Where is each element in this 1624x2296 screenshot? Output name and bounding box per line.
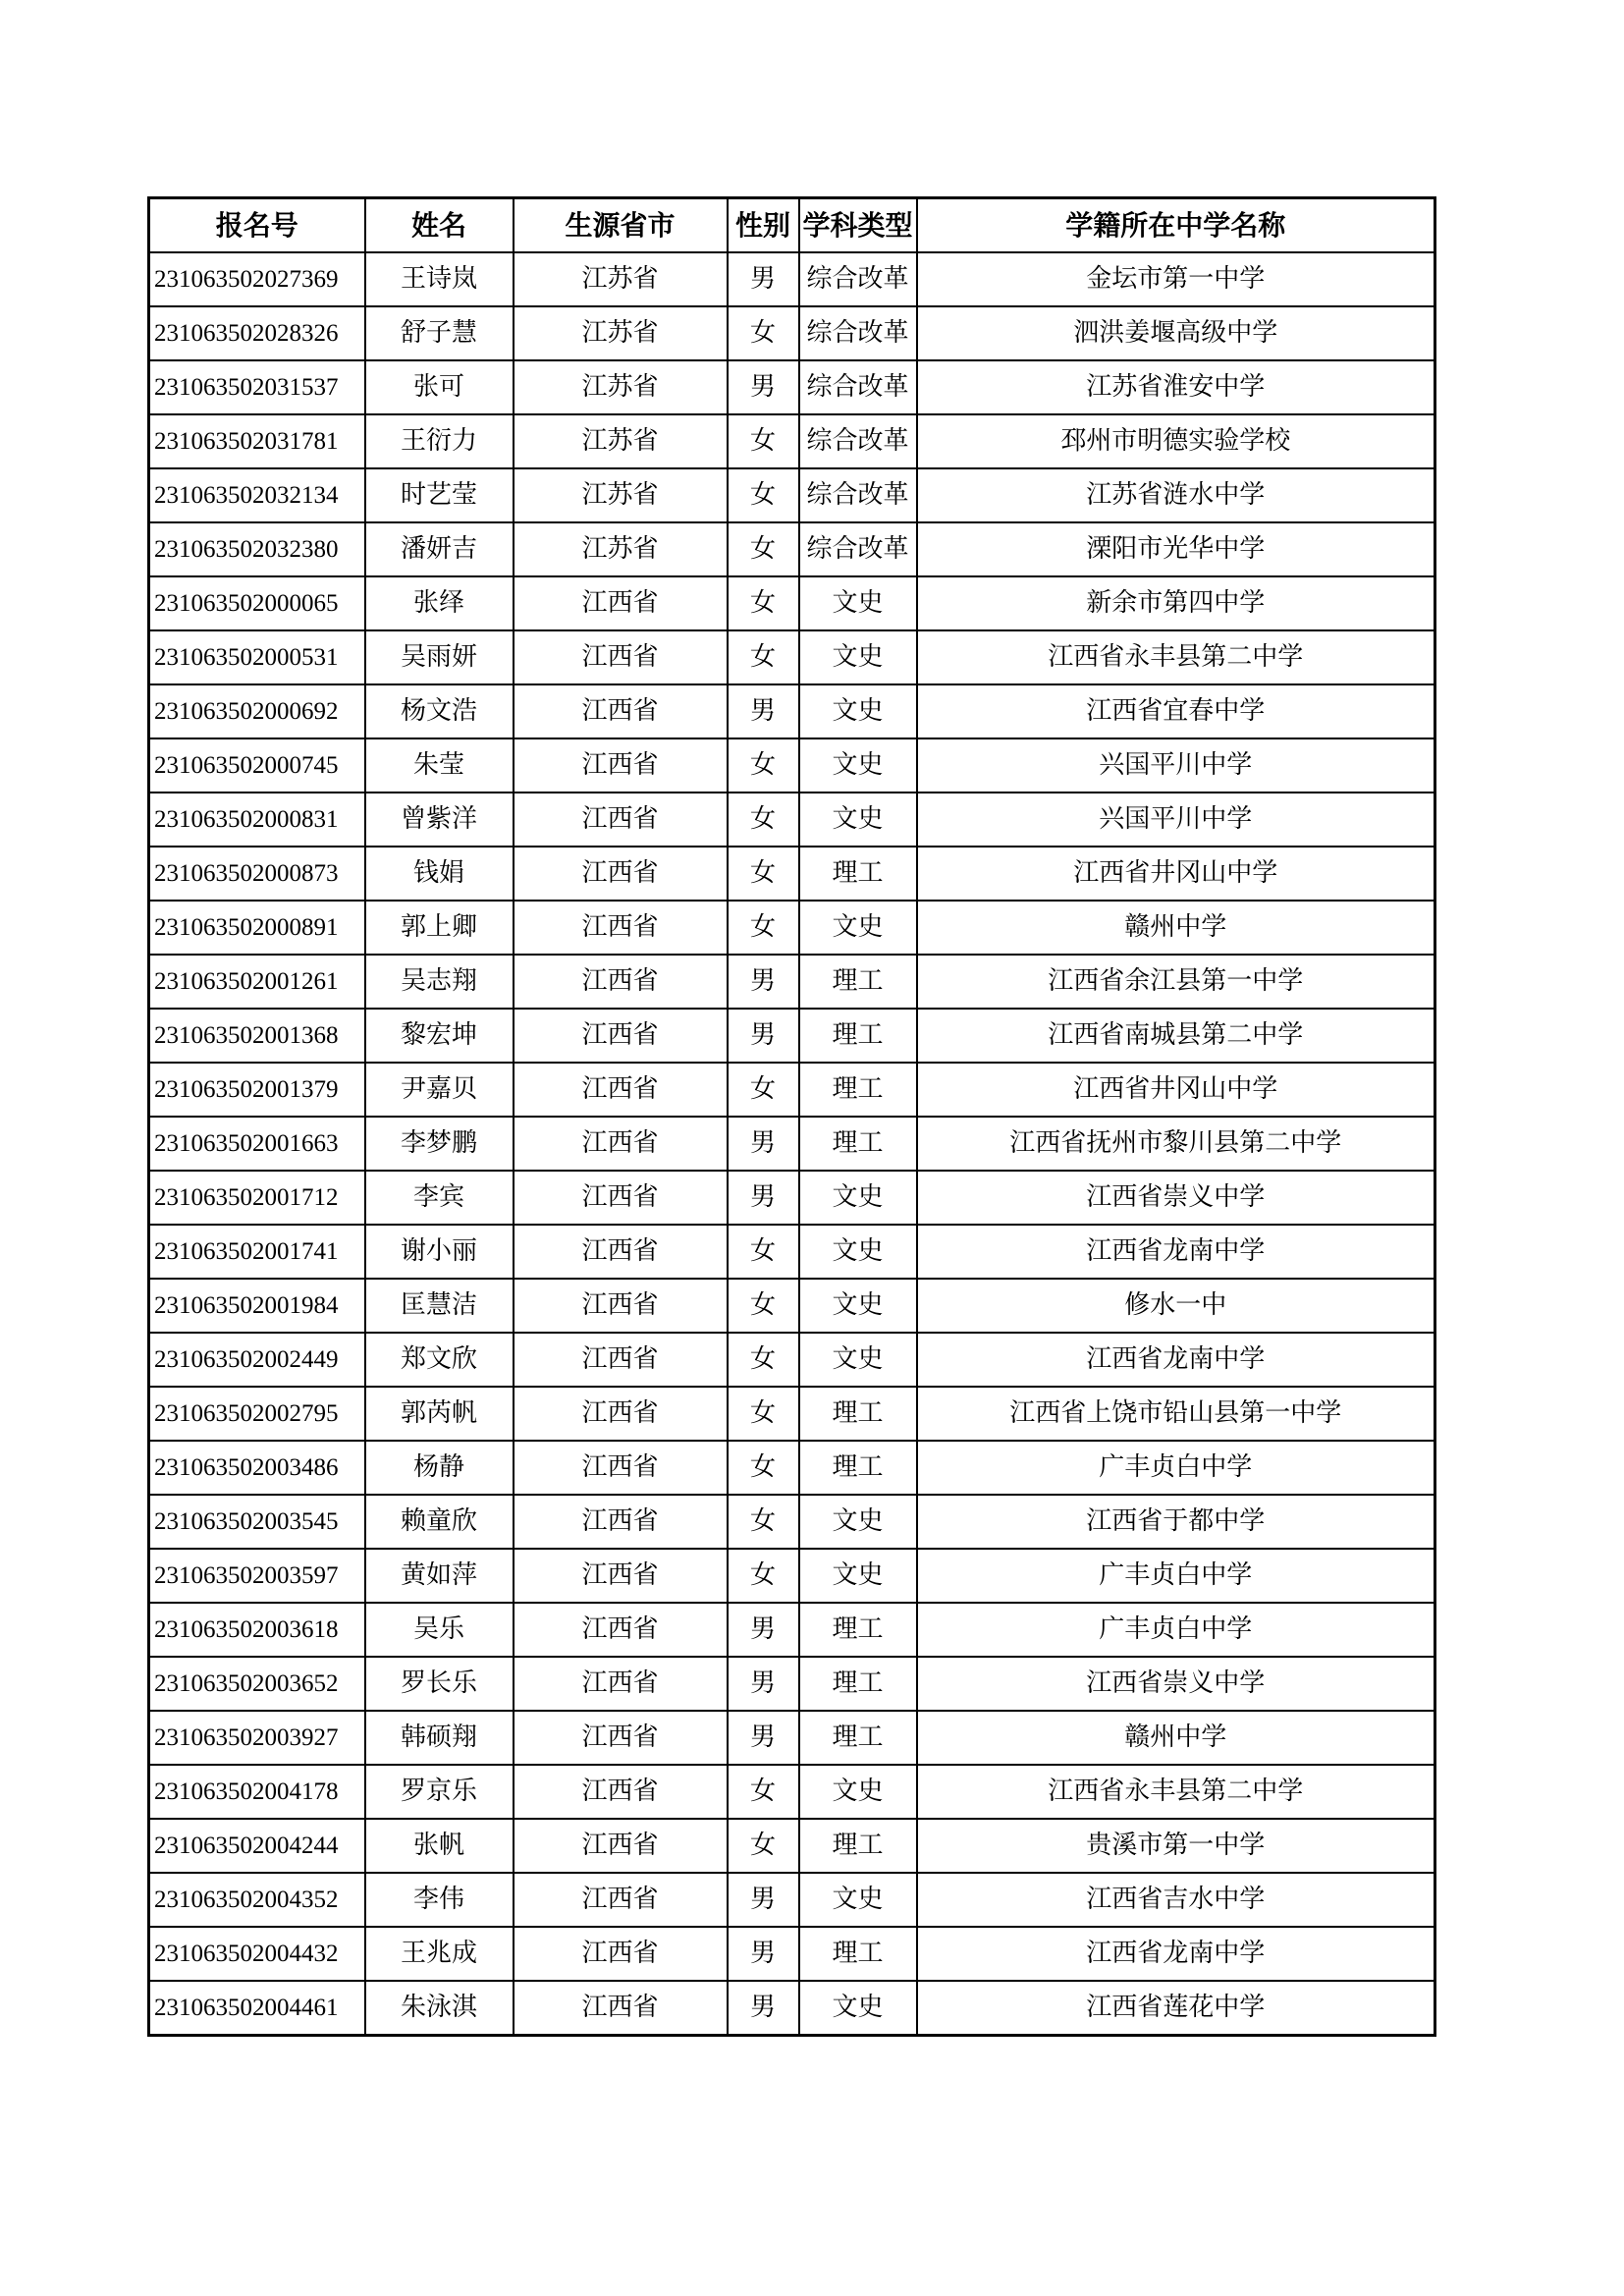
province-cell: 江西省 (514, 1549, 728, 1603)
subject-type-cell: 文史 (799, 1333, 917, 1387)
gender-cell: 女 (728, 1495, 799, 1549)
table-row (149, 360, 1435, 414)
school-name-cell: 新余市第四中学 (917, 576, 1435, 630)
table-row (149, 1171, 1435, 1225)
gender-cell: 男 (728, 1171, 799, 1225)
name-cell: 王兆成 (365, 1927, 514, 1981)
province-cell: 江西省 (514, 1225, 728, 1279)
school-name-cell: 江西省井冈山中学 (917, 1063, 1435, 1117)
table-row (149, 1495, 1435, 1549)
registration-number-cell: 231063502001984 (149, 1279, 365, 1333)
registration-number-cell: 231063502001379 (149, 1063, 365, 1117)
gender-cell: 女 (728, 306, 799, 360)
name-cell: 罗长乐 (365, 1657, 514, 1711)
subject-type-cell: 文史 (799, 1765, 917, 1819)
registration-number-cell: 231063502001741 (149, 1225, 365, 1279)
school-name-cell: 江西省上饶市铅山县第一中学 (917, 1387, 1435, 1441)
table-row (149, 1711, 1435, 1765)
registration-number-cell: 231063502004432 (149, 1927, 365, 1981)
table-row (149, 576, 1435, 630)
name-cell: 王衍力 (365, 414, 514, 468)
subject-type-cell: 理工 (799, 847, 917, 901)
school-name-cell: 江西省龙南中学 (917, 1927, 1435, 1981)
table-row (149, 1279, 1435, 1333)
header-subject-type: 学科类型 (799, 198, 917, 253)
province-cell: 江西省 (514, 1063, 728, 1117)
province-cell: 江西省 (514, 955, 728, 1009)
name-cell: 黄如萍 (365, 1549, 514, 1603)
registration-number-cell: 231063502003486 (149, 1441, 365, 1495)
province-cell: 江西省 (514, 1765, 728, 1819)
name-cell: 郭上卿 (365, 901, 514, 955)
school-name-cell: 江西省井冈山中学 (917, 847, 1435, 901)
province-cell: 江苏省 (514, 252, 728, 306)
table-row (149, 793, 1435, 847)
school-name-cell: 江西省龙南中学 (917, 1333, 1435, 1387)
gender-cell: 男 (728, 1873, 799, 1927)
subject-type-cell: 文史 (799, 1549, 917, 1603)
registration-number-cell: 231063502003927 (149, 1711, 365, 1765)
table-row (149, 630, 1435, 684)
registration-number-cell: 231063502002795 (149, 1387, 365, 1441)
school-name-cell: 兴国平川中学 (917, 738, 1435, 793)
subject-type-cell: 文史 (799, 1225, 917, 1279)
gender-cell: 男 (728, 1927, 799, 1981)
province-cell: 江西省 (514, 1333, 728, 1387)
gender-cell: 女 (728, 1279, 799, 1333)
gender-cell: 男 (728, 1711, 799, 1765)
subject-type-cell: 文史 (799, 1873, 917, 1927)
table-row (149, 1441, 1435, 1495)
registration-number-cell: 231063502001261 (149, 955, 365, 1009)
name-cell: 钱娟 (365, 847, 514, 901)
name-cell: 郑文欣 (365, 1333, 514, 1387)
province-cell: 江西省 (514, 847, 728, 901)
province-cell: 江苏省 (514, 360, 728, 414)
gender-cell: 男 (728, 252, 799, 306)
school-name-cell: 江西省永丰县第二中学 (917, 630, 1435, 684)
registration-number-cell: 231063502001663 (149, 1117, 365, 1171)
gender-cell: 女 (728, 1819, 799, 1873)
subject-type-cell: 理工 (799, 1441, 917, 1495)
subject-type-cell: 综合改革 (799, 414, 917, 468)
table-row (149, 468, 1435, 522)
province-cell: 江西省 (514, 1927, 728, 1981)
province-cell: 江西省 (514, 576, 728, 630)
subject-type-cell: 综合改革 (799, 252, 917, 306)
gender-cell: 女 (728, 1225, 799, 1279)
school-name-cell: 贵溪市第一中学 (917, 1819, 1435, 1873)
subject-type-cell: 综合改革 (799, 306, 917, 360)
registration-number-cell: 231063502031781 (149, 414, 365, 468)
gender-cell: 女 (728, 630, 799, 684)
subject-type-cell: 文史 (799, 1981, 917, 2036)
subject-type-cell: 理工 (799, 1117, 917, 1171)
subject-type-cell: 文史 (799, 738, 917, 793)
gender-cell: 女 (728, 847, 799, 901)
registration-number-cell: 231063502001712 (149, 1171, 365, 1225)
gender-cell: 男 (728, 360, 799, 414)
registration-number-cell: 231063502032134 (149, 468, 365, 522)
gender-cell: 女 (728, 1387, 799, 1441)
table-row (149, 1387, 1435, 1441)
name-cell: 舒子慧 (365, 306, 514, 360)
school-name-cell: 江西省南城县第二中学 (917, 1009, 1435, 1063)
registration-number-cell: 231063502002449 (149, 1333, 365, 1387)
school-name-cell: 溧阳市光华中学 (917, 522, 1435, 576)
registration-number-cell: 231063502003618 (149, 1603, 365, 1657)
subject-type-cell: 文史 (799, 1279, 917, 1333)
province-cell: 江西省 (514, 1387, 728, 1441)
name-cell: 吴志翔 (365, 955, 514, 1009)
table-row (149, 1819, 1435, 1873)
table-row (149, 901, 1435, 955)
school-name-cell: 邳州市明德实验学校 (917, 414, 1435, 468)
name-cell: 张可 (365, 360, 514, 414)
school-name-cell: 江西省吉水中学 (917, 1873, 1435, 1927)
table-row (149, 1225, 1435, 1279)
header-registration-number: 报名号 (149, 198, 365, 253)
registration-number-cell: 231063502001368 (149, 1009, 365, 1063)
header-gender: 性别 (728, 198, 799, 253)
table-row (149, 847, 1435, 901)
gender-cell: 男 (728, 955, 799, 1009)
province-cell: 江西省 (514, 1279, 728, 1333)
name-cell: 罗京乐 (365, 1765, 514, 1819)
table-row (149, 252, 1435, 306)
school-name-cell: 江西省莲花中学 (917, 1981, 1435, 2036)
school-name-cell: 金坛市第一中学 (917, 252, 1435, 306)
gender-cell: 女 (728, 1549, 799, 1603)
table-row (149, 1333, 1435, 1387)
gender-cell: 男 (728, 1981, 799, 2036)
gender-cell: 女 (728, 1765, 799, 1819)
registration-number-cell: 231063502027369 (149, 252, 365, 306)
name-cell: 张绎 (365, 576, 514, 630)
registration-number-cell: 231063502000891 (149, 901, 365, 955)
subject-type-cell: 理工 (799, 1711, 917, 1765)
registration-number-cell: 231063502003597 (149, 1549, 365, 1603)
table-row (149, 1063, 1435, 1117)
school-name-cell: 广丰贞白中学 (917, 1603, 1435, 1657)
province-cell: 江西省 (514, 1009, 728, 1063)
province-cell: 江西省 (514, 901, 728, 955)
header-school-name: 学籍所在中学名称 (917, 198, 1435, 253)
province-cell: 江西省 (514, 1873, 728, 1927)
province-cell: 江西省 (514, 630, 728, 684)
province-cell: 江苏省 (514, 414, 728, 468)
subject-type-cell: 综合改革 (799, 468, 917, 522)
province-cell: 江西省 (514, 793, 728, 847)
name-cell: 王诗岚 (365, 252, 514, 306)
subject-type-cell: 理工 (799, 1603, 917, 1657)
name-cell: 杨静 (365, 1441, 514, 1495)
registration-number-cell: 231063502000531 (149, 630, 365, 684)
subject-type-cell: 文史 (799, 630, 917, 684)
gender-cell: 男 (728, 1117, 799, 1171)
province-cell: 江西省 (514, 1657, 728, 1711)
subject-type-cell: 理工 (799, 1009, 917, 1063)
subject-type-cell: 综合改革 (799, 360, 917, 414)
table-row (149, 1603, 1435, 1657)
registration-number-cell: 231063502028326 (149, 306, 365, 360)
school-name-cell: 赣州中学 (917, 901, 1435, 955)
province-cell: 江苏省 (514, 306, 728, 360)
province-cell: 江西省 (514, 1981, 728, 2036)
name-cell: 谢小丽 (365, 1225, 514, 1279)
province-cell: 江苏省 (514, 522, 728, 576)
subject-type-cell: 综合改革 (799, 522, 917, 576)
header-name: 姓名 (365, 198, 514, 253)
gender-cell: 女 (728, 576, 799, 630)
name-cell: 尹嘉贝 (365, 1063, 514, 1117)
table-row (149, 1765, 1435, 1819)
table-row (149, 414, 1435, 468)
name-cell: 李伟 (365, 1873, 514, 1927)
gender-cell: 男 (728, 1009, 799, 1063)
subject-type-cell: 文史 (799, 576, 917, 630)
subject-type-cell: 理工 (799, 1063, 917, 1117)
gender-cell: 女 (728, 1333, 799, 1387)
table-row (149, 522, 1435, 576)
registration-number-cell: 231063502032380 (149, 522, 365, 576)
gender-cell: 女 (728, 468, 799, 522)
subject-type-cell: 理工 (799, 1657, 917, 1711)
school-name-cell: 江西省龙南中学 (917, 1225, 1435, 1279)
registration-number-cell: 231063502004178 (149, 1765, 365, 1819)
subject-type-cell: 文史 (799, 1171, 917, 1225)
gender-cell: 女 (728, 414, 799, 468)
province-cell: 江西省 (514, 1495, 728, 1549)
school-name-cell: 江苏省淮安中学 (917, 360, 1435, 414)
registration-number-cell: 231063502000873 (149, 847, 365, 901)
gender-cell: 男 (728, 1657, 799, 1711)
header-province: 生源省市 (514, 198, 728, 253)
school-name-cell: 江西省余江县第一中学 (917, 955, 1435, 1009)
subject-type-cell: 理工 (799, 1927, 917, 1981)
name-cell: 张帆 (365, 1819, 514, 1873)
school-name-cell: 江西省崇义中学 (917, 1657, 1435, 1711)
registration-number-cell: 231063502031537 (149, 360, 365, 414)
school-name-cell: 江西省抚州市黎川县第二中学 (917, 1117, 1435, 1171)
table-row (149, 1927, 1435, 1981)
gender-cell: 男 (728, 1603, 799, 1657)
province-cell: 江西省 (514, 738, 728, 793)
registration-number-cell: 231063502004352 (149, 1873, 365, 1927)
gender-cell: 女 (728, 1063, 799, 1117)
table-row (149, 1981, 1435, 2036)
name-cell: 黎宏坤 (365, 1009, 514, 1063)
table-row (149, 1657, 1435, 1711)
name-cell: 时艺莹 (365, 468, 514, 522)
table-row (149, 738, 1435, 793)
name-cell: 朱莹 (365, 738, 514, 793)
name-cell: 杨文浩 (365, 684, 514, 738)
school-name-cell: 泗洪姜堰高级中学 (917, 306, 1435, 360)
name-cell: 李宾 (365, 1171, 514, 1225)
school-name-cell: 江西省宜春中学 (917, 684, 1435, 738)
name-cell: 李梦鹏 (365, 1117, 514, 1171)
school-name-cell: 江西省崇义中学 (917, 1171, 1435, 1225)
table-row (149, 684, 1435, 738)
school-name-cell: 江苏省涟水中学 (917, 468, 1435, 522)
name-cell: 赖童欣 (365, 1495, 514, 1549)
name-cell: 吴乐 (365, 1603, 514, 1657)
registration-number-cell: 231063502003652 (149, 1657, 365, 1711)
table-header-row (149, 198, 1435, 253)
province-cell: 江苏省 (514, 468, 728, 522)
name-cell: 潘妍吉 (365, 522, 514, 576)
subject-type-cell: 文史 (799, 1495, 917, 1549)
school-name-cell: 修水一中 (917, 1279, 1435, 1333)
gender-cell: 女 (728, 793, 799, 847)
table-row (149, 1009, 1435, 1063)
school-name-cell: 兴国平川中学 (917, 793, 1435, 847)
subject-type-cell: 文史 (799, 684, 917, 738)
province-cell: 江西省 (514, 684, 728, 738)
gender-cell: 女 (728, 1441, 799, 1495)
registration-number-cell: 231063502003545 (149, 1495, 365, 1549)
admission-roster-table (147, 196, 1436, 2037)
school-name-cell: 江西省永丰县第二中学 (917, 1765, 1435, 1819)
table-row (149, 1873, 1435, 1927)
gender-cell: 女 (728, 738, 799, 793)
gender-cell: 女 (728, 522, 799, 576)
registration-number-cell: 231063502000065 (149, 576, 365, 630)
province-cell: 江西省 (514, 1171, 728, 1225)
province-cell: 江西省 (514, 1441, 728, 1495)
registration-number-cell: 231063502000831 (149, 793, 365, 847)
name-cell: 匡慧洁 (365, 1279, 514, 1333)
school-name-cell: 广丰贞白中学 (917, 1549, 1435, 1603)
name-cell: 朱泳淇 (365, 1981, 514, 2036)
registration-number-cell: 231063502004244 (149, 1819, 365, 1873)
subject-type-cell: 理工 (799, 1819, 917, 1873)
school-name-cell: 江西省于都中学 (917, 1495, 1435, 1549)
province-cell: 江西省 (514, 1711, 728, 1765)
table-row (149, 1549, 1435, 1603)
table-row (149, 306, 1435, 360)
name-cell: 郭芮帆 (365, 1387, 514, 1441)
table-body (149, 252, 1435, 2036)
subject-type-cell: 理工 (799, 955, 917, 1009)
gender-cell: 男 (728, 684, 799, 738)
name-cell: 曾紫洋 (365, 793, 514, 847)
registration-number-cell: 231063502004461 (149, 1981, 365, 2036)
province-cell: 江西省 (514, 1117, 728, 1171)
school-name-cell: 广丰贞白中学 (917, 1441, 1435, 1495)
subject-type-cell: 文史 (799, 793, 917, 847)
name-cell: 吴雨妍 (365, 630, 514, 684)
name-cell: 韩硕翔 (365, 1711, 514, 1765)
registration-number-cell: 231063502000745 (149, 738, 365, 793)
subject-type-cell: 理工 (799, 1387, 917, 1441)
province-cell: 江西省 (514, 1819, 728, 1873)
table-row (149, 955, 1435, 1009)
table-row (149, 1117, 1435, 1171)
subject-type-cell: 文史 (799, 901, 917, 955)
province-cell: 江西省 (514, 1603, 728, 1657)
registration-number-cell: 231063502000692 (149, 684, 365, 738)
gender-cell: 女 (728, 901, 799, 955)
school-name-cell: 赣州中学 (917, 1711, 1435, 1765)
